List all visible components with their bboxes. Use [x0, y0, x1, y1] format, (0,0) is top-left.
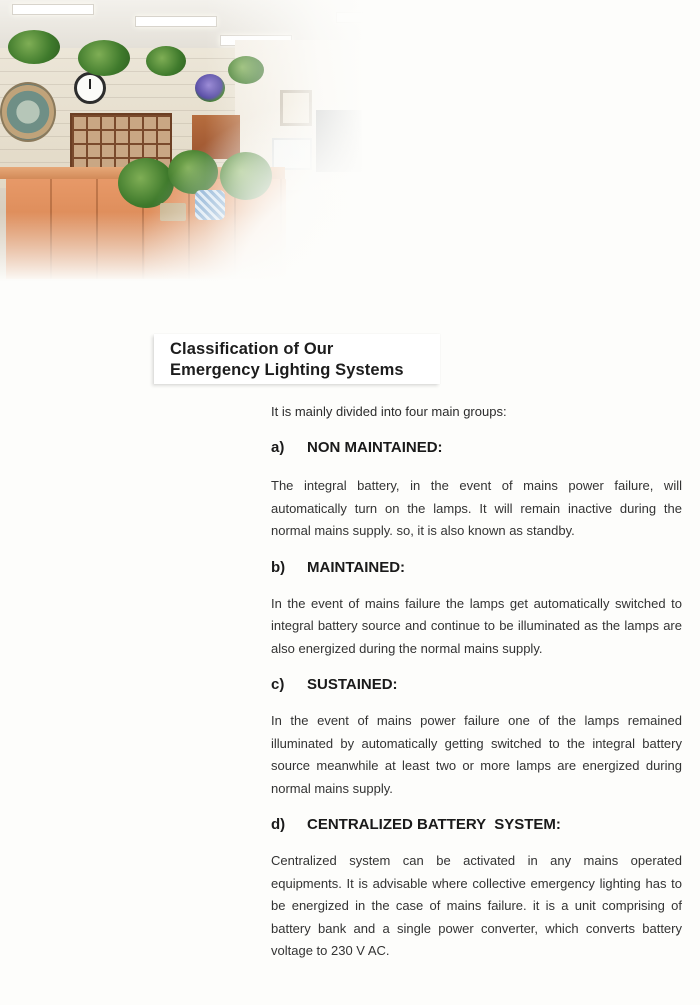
section-body: Centralized system can be activated in any mains operated equipments. It is advisable where collective emergency lighting has to be energized in the case of mains failure. it is a unit comprising of battery bank and a single power converter, which converts battery voltage to 230 V AC. [271, 853, 682, 958]
section-heading [271, 438, 682, 458]
wall-clock [74, 72, 106, 104]
hanging-plant [146, 46, 186, 76]
section-centralized-battery [271, 815, 682, 963]
hanging-plant [78, 40, 130, 76]
section-title: CENTRALIZED BATTERY SYSTEM: [307, 816, 561, 833]
section-title: MAINTAINED: [307, 558, 406, 576]
page-title [170, 339, 404, 381]
photo-fade [145, 102, 365, 282]
section-title: NON MAINTAINED: [307, 439, 443, 456]
decorative-plate [0, 82, 56, 142]
section-body: In the event of mains power failure one of the lamps remained illuminated by automatically getting switched to the integral battery source meanwhile at least two or more lamps are energized during normal mains supply. [271, 713, 682, 796]
section-body: In the event of mains failure the lamps get automatically switched to integral battery source and continue to be illuminated as the lamps are also energized during the normal mains supply. [271, 595, 682, 656]
section-non-maintained [271, 438, 682, 543]
section-marker: a) [271, 439, 285, 456]
section-heading [271, 558, 682, 578]
section-marker: d) [271, 816, 286, 833]
section-title: SUSTAINED: [307, 676, 398, 693]
section-body: The integral battery, in the event of mains power failure, will automatically turn on the lamps. It will remain inactive during the normal mains supply. so, it is also known as standby. [271, 478, 682, 538]
title-line-2: Emergency Lighting Systems [170, 361, 404, 379]
section-marker: b) [271, 558, 286, 576]
main-content [271, 403, 682, 963]
section-heading [271, 815, 682, 835]
section-marker: c) [271, 676, 285, 693]
ceiling-light [12, 4, 94, 15]
title-line-1: Classification of Our [170, 340, 334, 358]
section-sustained [271, 675, 682, 800]
office-photo [0, 0, 365, 282]
hanging-plant [8, 30, 60, 64]
section-maintained [271, 558, 682, 661]
section-heading-box [154, 334, 440, 384]
section-heading [271, 675, 682, 695]
intro-text: It is mainly divided into four main groups: [271, 404, 507, 419]
